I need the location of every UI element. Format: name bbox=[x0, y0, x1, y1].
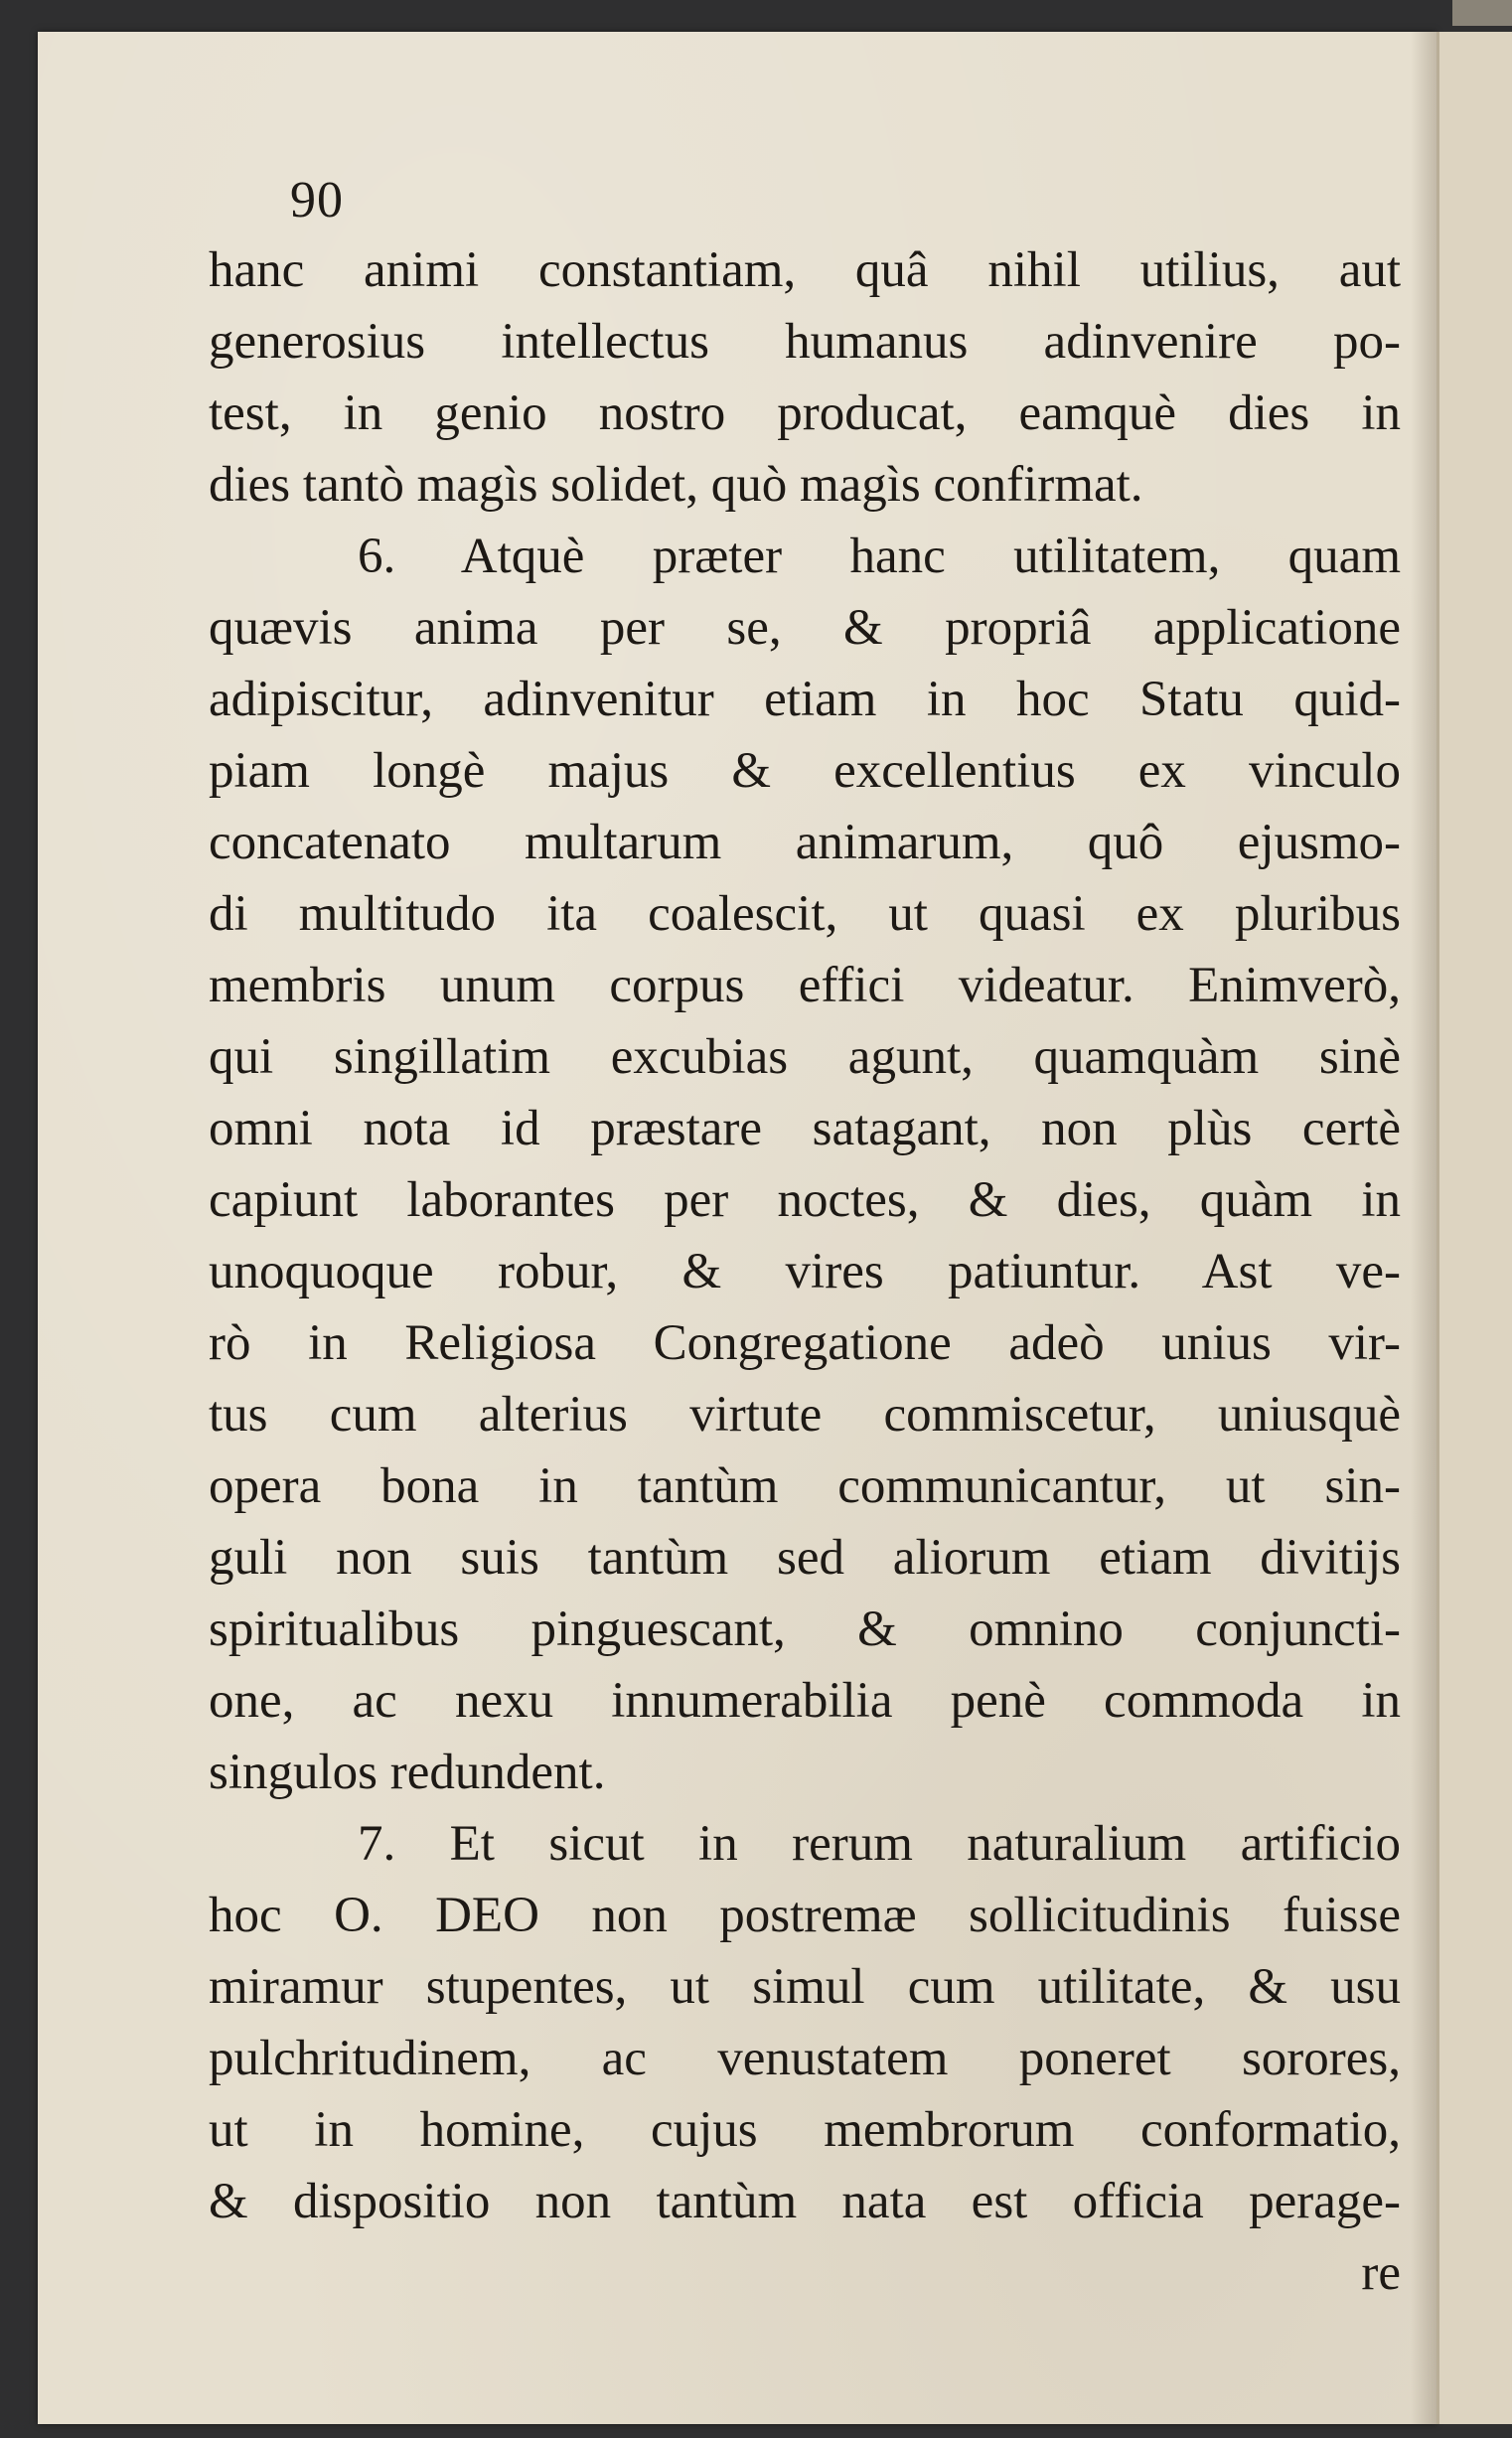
text-line: omni nota id præstare satagant, non plùs certè bbox=[209, 1101, 1401, 1156]
catchword: re bbox=[1361, 2245, 1401, 2301]
binding-edge bbox=[1452, 0, 1512, 26]
facing-page-edge bbox=[1436, 32, 1512, 2424]
text-line: tus cum alterius virtute commiscetur, uniusquè bbox=[209, 1387, 1401, 1443]
text-line: piam longè majus & excellentius ex vinculo bbox=[209, 743, 1401, 799]
text-line: di multitudo ita coalescit, ut quasi ex pluribus bbox=[209, 886, 1401, 942]
text-line: membris unum corpus effici videatur. Enimverò, bbox=[209, 958, 1401, 1013]
text-line: hoc O. DEO non postremæ sollicitudinis fuisse bbox=[209, 1888, 1401, 1943]
text-line: dies tantò magìs solidet, quò magìs confirmat. bbox=[209, 457, 1143, 513]
text-line: test, in genio nostro producat, eamquè dies in bbox=[209, 385, 1401, 441]
text-line: unoquoque robur, & vires patiuntur. Ast ve- bbox=[209, 1244, 1401, 1299]
text-line: qui singillatim excubias agunt, quamquàm sinè bbox=[209, 1029, 1401, 1085]
text-line: pulchritudinem, ac venustatem poneret sorores, bbox=[209, 2031, 1401, 2086]
text-line: opera bona in tantùm communicantur, ut sin- bbox=[209, 1458, 1401, 1514]
text-line: quævis anima per se, & propriâ applicatione bbox=[209, 600, 1401, 656]
paragraph-7-start: 7. Et sicut in rerum naturalium artificio bbox=[358, 1816, 1401, 1872]
text-line: miramur stupentes, ut simul cum utilitate, & usu bbox=[209, 1959, 1401, 2015]
text-line: guli non suis tantùm sed aliorum etiam divitijs bbox=[209, 1530, 1401, 1586]
gutter-shadow bbox=[1411, 32, 1436, 2424]
text-line: hanc animi constantiam, quâ nihil utilius, aut bbox=[209, 242, 1401, 298]
text-line: ut in homine, cujus membrorum conformatio, bbox=[209, 2102, 1401, 2158]
text-line: rò in Religiosa Congregatione adeò unius vir- bbox=[209, 1315, 1401, 1371]
body-text bbox=[209, 234, 1401, 2309]
text-line: one, ac nexu innumerabilia penè commoda in bbox=[209, 1673, 1401, 1729]
text-line: & dispositio non tantùm nata est officia perage- bbox=[209, 2174, 1401, 2229]
text-line: spiritualibus pinguescant, & omnino conjuncti- bbox=[209, 1601, 1401, 1657]
text-line: generosius intellectus humanus adinvenire po- bbox=[209, 314, 1401, 370]
text-line: singulos redundent. bbox=[209, 1745, 606, 1800]
page-number: 90 bbox=[290, 172, 344, 229]
text-line: capiunt laborantes per noctes, & dies, quàm in bbox=[209, 1172, 1401, 1228]
paragraph-6-start: 6. Atquè præter hanc utilitatem, quam bbox=[358, 529, 1401, 584]
text-line: concatenato multarum animarum, quô ejusmo- bbox=[209, 815, 1401, 870]
text-line: adipiscitur, adinvenitur etiam in hoc Statu quid- bbox=[209, 672, 1401, 727]
